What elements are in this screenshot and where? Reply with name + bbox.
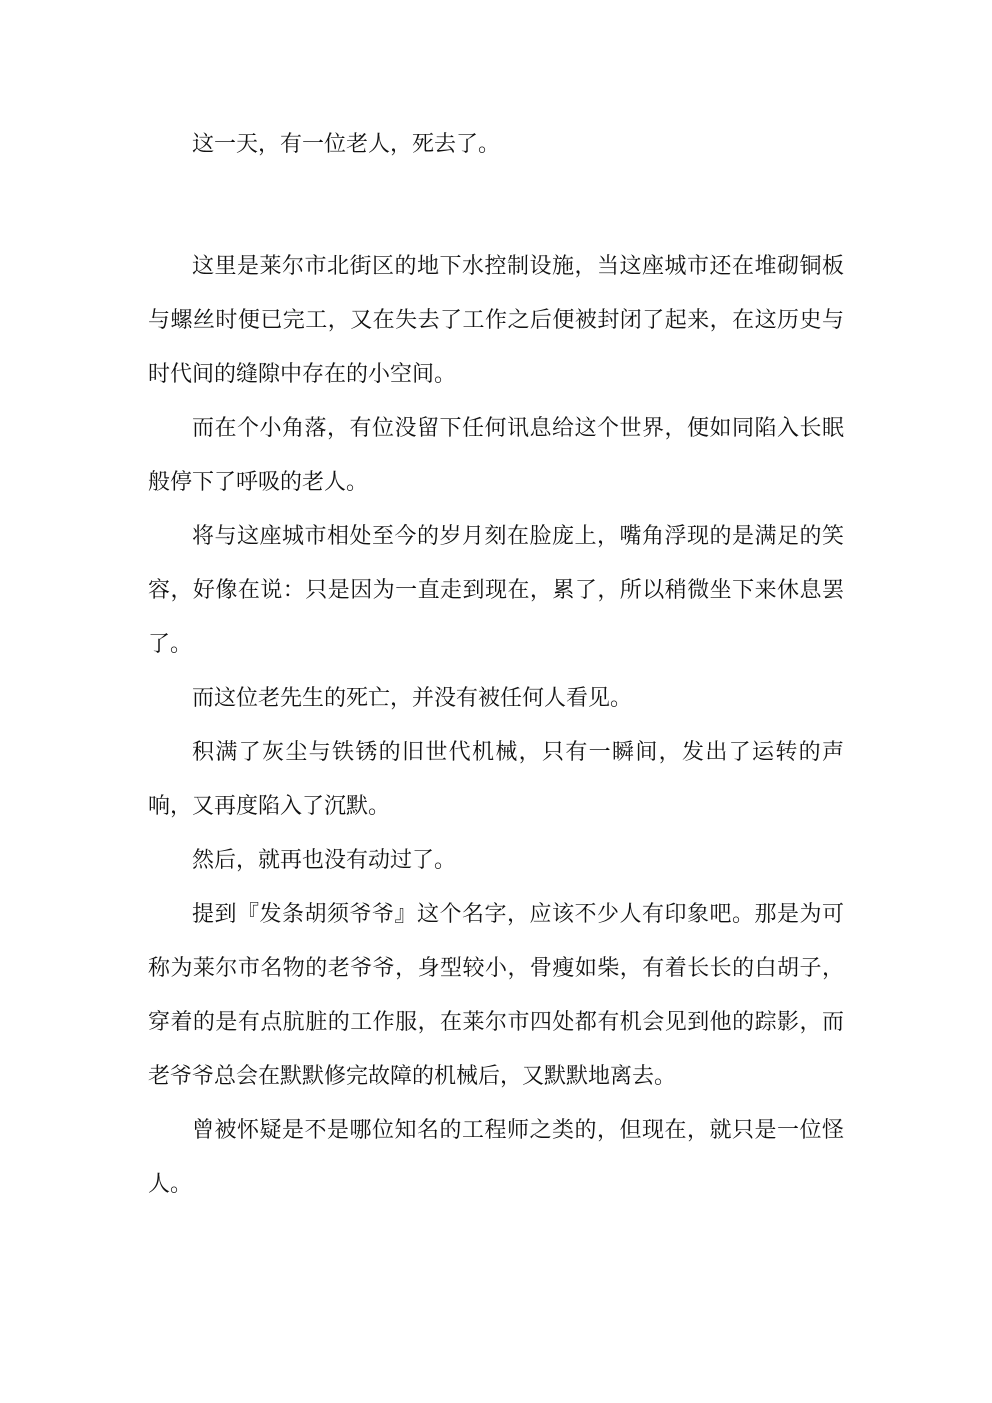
opening-paragraph: 这一天，有一位老人，死去了。 — [192, 132, 501, 157]
paragraph-1: 这里是莱尔市北街区的地下水控制设施，当这座城市还在堆砌铜板与螺丝时便已完工，又在失去了工作之后便被封闭了起来，在这历史与时代间的缝隙中存在的小空间。 — [148, 254, 844, 387]
opening-block — [148, 118, 844, 172]
paragraph-7: 提到『发条胡须爷爷』这个名字，应该不少人有印象吧。那是为可称为莱尔市名物的老爷爷，身型较小，骨瘦如柴，有着长长的白胡子，穿着的是有点肮脏的工作服，在莱尔市四处都有机会见到他的踪影，而老爷爷总会在默默修完故障的机械后，又默默地离去。 — [148, 902, 844, 1089]
paragraph-4: 而这位老先生的死亡，并没有被任何人看见。 — [192, 686, 633, 711]
paragraph-5: 积满了灰尘与铁锈的旧世代机械，只有一瞬间，发出了运转的声响，又再度陷入了沉默。 — [148, 740, 844, 819]
paragraph-6: 然后，就再也没有动过了。 — [192, 848, 457, 873]
body-block — [148, 240, 844, 1212]
paragraph-2: 而在个小角落，有位没留下任何讯息给这个世界，便如同陷入长眠般停下了呼吸的老人。 — [148, 416, 844, 495]
paragraph-8: 曾被怀疑是不是哪位知名的工程师之类的，但现在，就只是一位怪人。 — [148, 1118, 844, 1197]
paragraph-3: 将与这座城市相处至今的岁月刻在脸庞上，嘴角浮现的是满足的笑容，好像在说：只是因为一直走到现在，累了，所以稍微坐下来休息罢了。 — [148, 524, 844, 657]
